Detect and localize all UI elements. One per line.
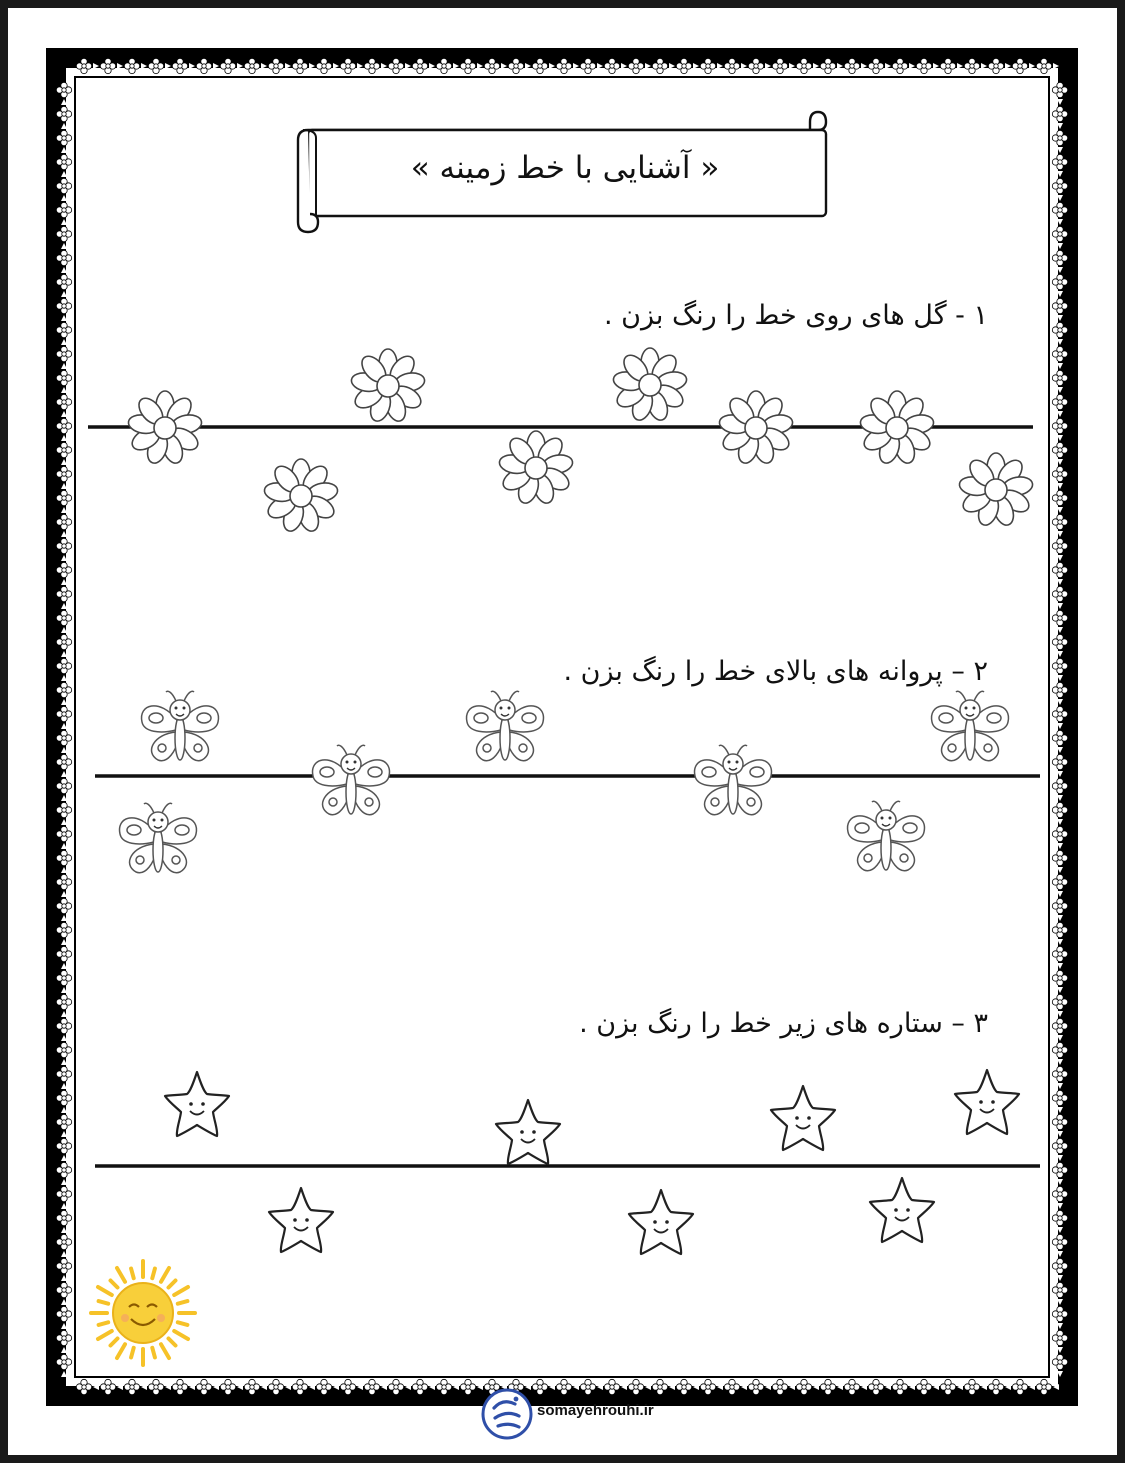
website-link[interactable]: somayehrouhi.ir [537,1402,654,1419]
page-title: « آشنایی با خط زمینه » [410,150,720,186]
publisher-logo-icon [483,1390,531,1438]
question-1-text: ۱ - گل های روی خط را رنگ بزن . [603,300,988,331]
question-3-text: ۳ – ستاره های زیر خط را رنگ بزن . [579,1008,988,1039]
question-2-text: ۲ – پروانه های بالای خط را رنگ بزن . [563,656,988,687]
